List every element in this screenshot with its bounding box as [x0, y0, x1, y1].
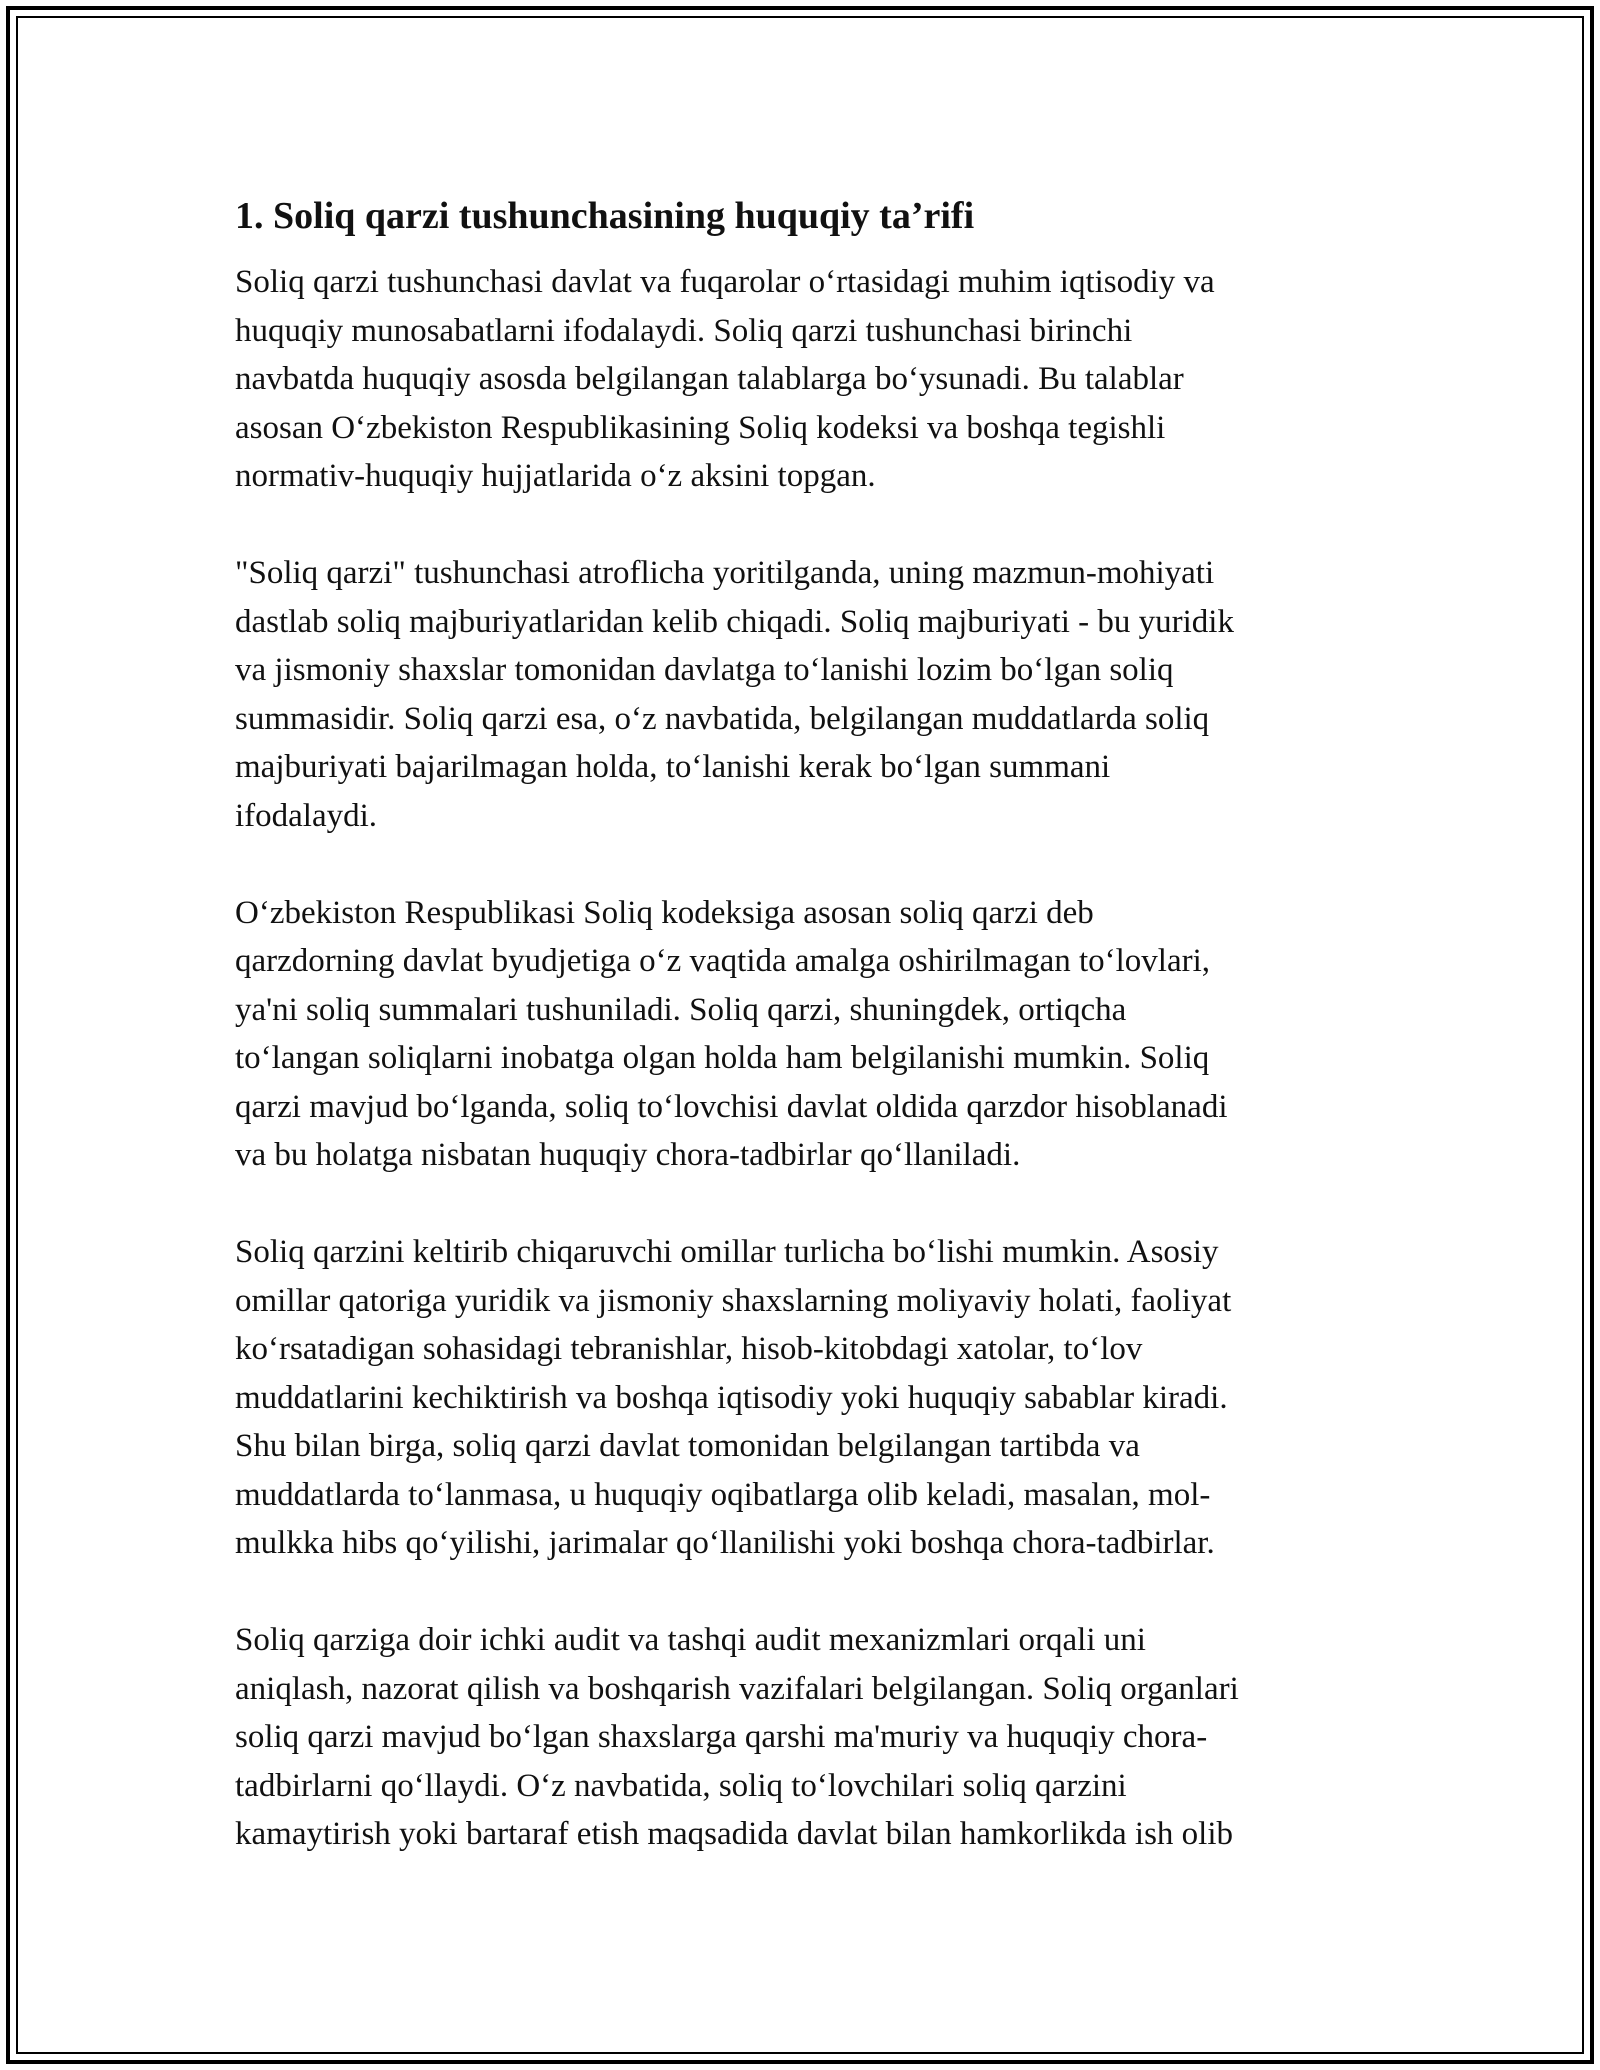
paragraph-line: muddatlarini kechiktirish va boshqa iqtisodiy yoki huquqiy sabablar kiradi. [235, 1379, 1228, 1416]
paragraph-line: "Soliq qarzi" tushunchasi atroflicha yoritilganda, uning mazmun-mohiyati [235, 555, 1215, 591]
paragraph-line: toʻlangan soliqlarni inobatga olgan holda ham belgilanishi mumkin. Soliq [235, 1040, 1210, 1076]
paragraph-line: normativ-huquqiy hujjatlarida oʻz aksini topgan. [235, 458, 876, 494]
paragraph-line: tadbirlarni qoʻllaydi. Oʻz navbatida, soliq toʻlovchilari soliq qarzini [235, 1767, 1127, 1804]
paragraph-line: qarzi mavjud boʻlganda, soliq toʻlovchisi davlat oldida qarzdor hisoblanadi [235, 1088, 1228, 1125]
paragraph-line: qarzdorning davlat byudjetiga oʻz vaqtida amalga oshirilmagan toʻlovlari, [235, 943, 1211, 979]
paragraph-line: navbatda huquqiy asosda belgilangan talablarga boʻysunadi. Bu talablar [235, 361, 1184, 397]
paragraph-line: Shu bilan birga, soliq qarzi davlat tomonidan belgilangan tartibda va [235, 1428, 1140, 1464]
paragraph-line: va bu holatga nisbatan huquqiy chora-tadbirlar qoʻllaniladi. [235, 1137, 1021, 1173]
paragraph-line: koʻrsatadigan sohasidagi tebranishlar, hisob-kitobdagi xatolar, toʻlov [235, 1331, 1143, 1367]
paragraph-line: va jismoniy shaxslar tomonidan davlatga toʻlanishi lozim boʻlgan soliq [235, 652, 1174, 688]
paragraph-line: Soliq qarziga doir ichki audit va tashqi audit mexanizmlari orqali uni [235, 1622, 1146, 1658]
paragraph-line: ifodalaydi. [235, 797, 378, 834]
paragraph-3 [235, 889, 1360, 1180]
paragraph-5 [235, 1616, 1360, 1859]
paragraph-line: soliq qarzi mavjud boʻlgan shaxslarga qarshi ma'muriy va huquqiy chora- [235, 1719, 1208, 1755]
paragraph-line: muddatlarda toʻlanmasa, u huquqiy oqibatlarga olib keladi, masalan, mol- [235, 1476, 1211, 1513]
document-body [235, 188, 1360, 1859]
paragraph-line: dastlab soliq majburiyatlaridan kelib chiqadi. Soliq majburiyati - bu yuridik [235, 603, 1234, 640]
paragraph-line: majburiyati bajarilmagan holda, toʻlanishi kerak boʻlgan summani [235, 749, 1111, 785]
section-heading: 1. Soliq qarzi tushunchasining huquqiy ta’rifi [235, 195, 975, 237]
paragraph-1 [235, 258, 1360, 501]
paragraph-line: kamaytirish yoki bartaraf etish maqsadida davlat bilan hamkorlikda ish olib [235, 1816, 1233, 1852]
paragraph-line: Soliq qarzi tushunchasi davlat va fuqarolar oʻrtasidagi muhim iqtisodiy va [235, 264, 1215, 300]
paragraph-line: Oʻzbekiston Respublikasi Soliq kodeksiga asosan soliq qarzi deb [235, 894, 1094, 931]
paragraph-line: Soliq qarzini keltirib chiqaruvchi omillar turlicha boʻlishi mumkin. Asosiy [235, 1234, 1219, 1270]
paragraph-line: aniqlash, nazorat qilish va boshqarish vazifalari belgilangan. Soliq organlari [235, 1670, 1239, 1707]
paragraph-line: omillar qatoriga yuridik va jismoniy shaxslarning moliyaviy holati, faoliyat [235, 1282, 1232, 1319]
paragraph-line: huquqiy munosabatlarni ifodalaydi. Soliq qarzi tushunchasi birinchi [235, 312, 1133, 349]
paragraph-2 [235, 549, 1360, 840]
paragraph-line: ya'ni soliq summalari tushuniladi. Soliq qarzi, shuningdek, ortiqcha [235, 991, 1127, 1028]
paragraph-line: asosan Oʻzbekiston Respublikasining Soliq kodeksi va boshqa tegishli [235, 409, 1166, 446]
paragraph-4 [235, 1228, 1360, 1568]
paragraph-line: summasidir. Soliq qarzi esa, oʻz navbatida, belgilangan muddatlarda soliq [235, 700, 1210, 737]
paragraph-line: mulkka hibs qoʻyilishi, jarimalar qoʻllanilishi yoki boshqa chora-tadbirlar. [235, 1525, 1215, 1561]
